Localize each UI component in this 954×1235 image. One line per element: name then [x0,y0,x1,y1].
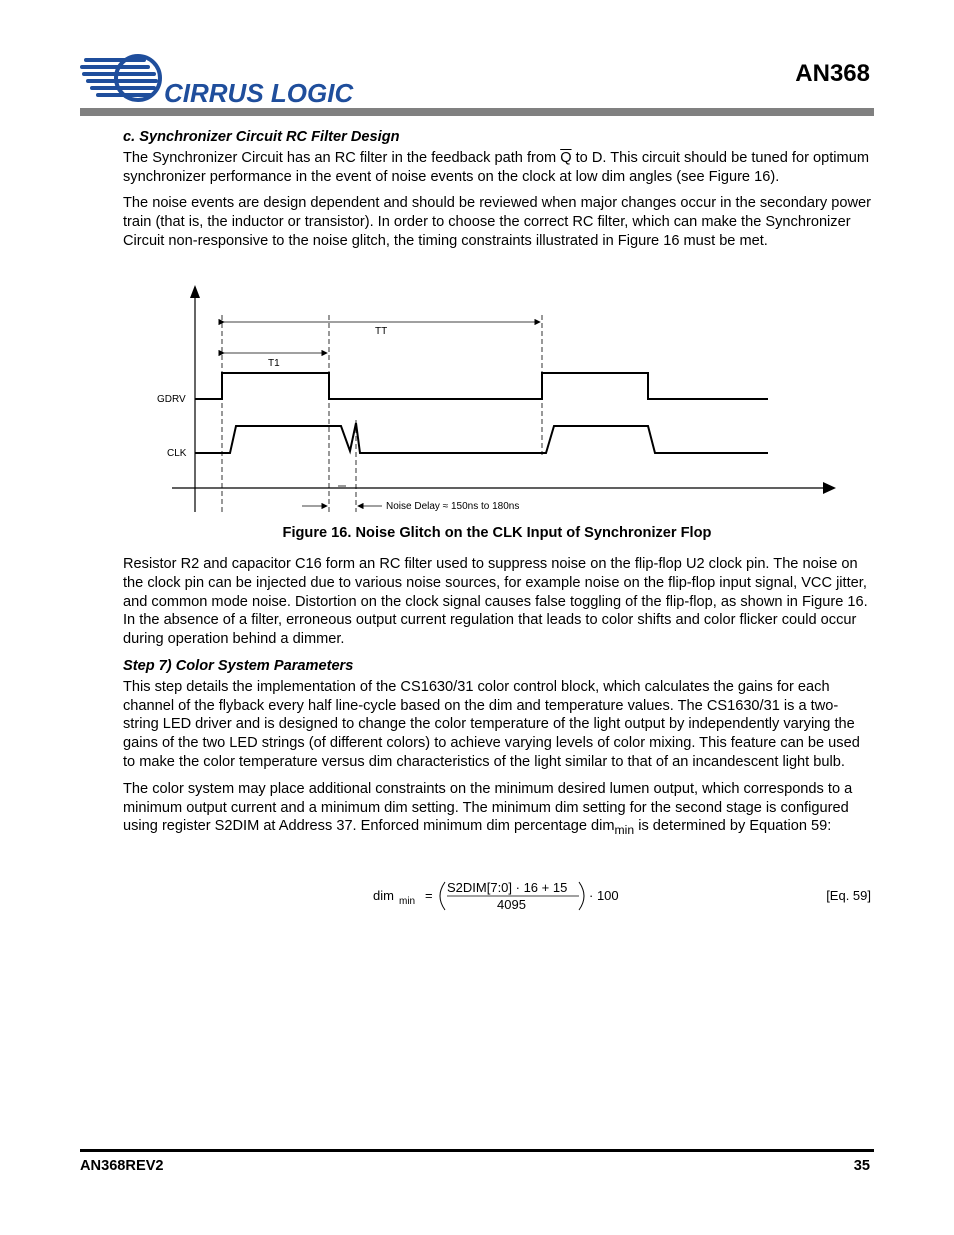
section-c-paragraph-2: The noise events are design dependent and should be reviewed when major changes occur in the secondary power train (that is, the inductor or transistor). In order to choose the correct RC filter, which can make the Synchronizer Circuit non-responsive to the noise glitch, the timing constraints illustrated in Figure 16 must be met. [123,195,872,249]
page-number: 35 [853,1158,870,1174]
y-axis-arrow [190,285,200,298]
p5-text-before: The color system may place additional constraints on the minimum desired lumen output, which corresponds to a minimum output current and a minimum dim setting. The minimum dim setting for the second stage is configured using register S2DIM at Address 37. Enforced minimum dim percentage dim [123,780,853,835]
t1-label: T1 [268,358,280,369]
body-section-2 [123,555,871,848]
color-control-paragraph: This step details the implementation of the CS1630/31 color control block, which calculates the gains for each channel of the flyback every half line-cycle based on the dim and temperature values. The CS1630/31 is a two-string LED driver and is designed to change the color temperature of the light output by independently varying the gains of the two LED strings (of different colors) to achieve varying levels of color mixing. This feature can be used to make the color temperature versus dim characteristics of the light similar to that of an incandescent light bulb. [123,678,860,770]
tt-label: TT [375,326,388,337]
p1-text-after: to D. This circuit should be tuned for optimum synchronizer performance in the event of noise events on the clock at low dim angles (see Figure 16). [123,149,869,185]
equation-label: [Eq. 59] [826,888,871,903]
section-c-heading: c. Synchronizer Circuit RC Filter Design [123,129,400,145]
left-paren [440,882,445,910]
eq-denominator: 4095 [497,897,526,912]
footer-divider [80,1149,874,1152]
section-c-paragraph-1 [123,149,871,187]
eq-multiplier: · 100 [589,888,619,903]
p1-text-before: The Synchronizer Circuit has an RC filter in the feedback path from [123,149,561,166]
gdrv-waveform [195,373,768,399]
equation-59 [123,878,871,918]
step-7-heading: Step 7) Color System Parameters [123,657,354,674]
logo-text: CIRRUS LOGIC [164,78,354,108]
p5-text-after: is determined by Equation 59: [634,818,832,835]
timing-diagram [150,280,850,515]
eq-lhs: dim [373,888,394,903]
figure-caption: Figure 16. Noise Glitch on the CLK Input of Synchronizer Flop [282,525,712,541]
section-c [123,128,871,259]
eq-equals: = [425,888,433,903]
q-bar-symbol: $\overline{Q}$ [560,149,572,166]
cirrus-logic-logo [80,50,370,110]
clk-waveform [195,423,768,453]
rc-filter-paragraph: Resistor R2 and capacitor C16 form an RC filter used to suppress noise on the flip-flop U2 clock pin. The noise on the clock pin can be injected due to various noise sources, for example noise on the flip-flop input signal, VCC jitter, and common mode noise. Distortion on the clock signal causes false toggling of the flip-flop, as shown in Figure 16. In the absence of a filter, erroneous output current regulation that leads to color shifts and color flicker could occur during operation behind a dimmer. [123,556,868,648]
gdrv-label: GDRV [157,394,186,405]
header-divider [80,108,874,116]
color-system-paragraph [123,780,871,840]
right-paren [579,882,584,910]
noise-delay-label: Noise Delay ≈ 150ns to 180ns [386,501,520,512]
eq-numerator: S2DIM[7:0] · 16 + 15 [447,880,568,895]
footer-revision: AN368REV2 [80,1158,164,1174]
clk-label: CLK [167,448,187,459]
document-id: AN368 [795,60,870,87]
x-axis-arrow [823,482,836,494]
eq-lhs-subscript: min [399,896,416,907]
dim-min-subscript: min [614,823,635,838]
